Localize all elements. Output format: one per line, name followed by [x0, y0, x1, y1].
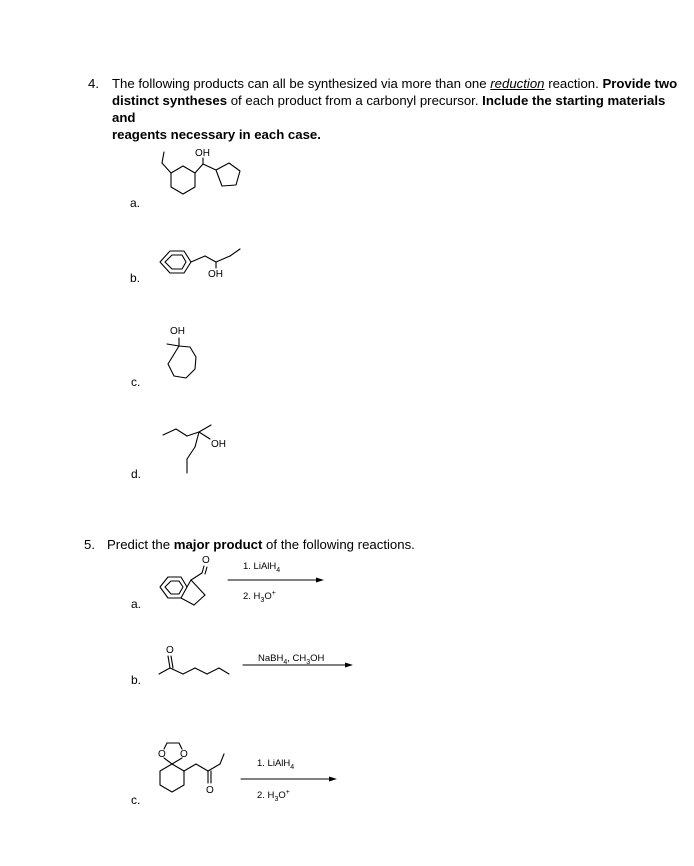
structure-4d — [150, 413, 250, 493]
structure-4a — [150, 140, 260, 210]
part-label-4d: d. — [131, 467, 142, 481]
ketal-o-label: O — [158, 749, 166, 760]
part-label-5c: c. — [131, 793, 141, 807]
structure-5c — [150, 735, 250, 810]
reaction-5c-step1: 1. LiAlH$_4$ — [257, 758, 295, 771]
reaction-5c-step2: 2. $H_3O^+$ — [257, 789, 290, 804]
ketal-o-label: O — [180, 749, 188, 760]
part-label-4c: c. — [131, 375, 141, 389]
reaction-arrow-5b — [243, 661, 353, 669]
part-label-4b: b. — [130, 271, 141, 285]
carbonyl-o-label: O — [206, 785, 214, 796]
reaction-arrow-5a — [228, 576, 324, 584]
oh-label: OH — [211, 439, 226, 450]
oh-label: OH — [195, 148, 210, 159]
carbonyl-o-label: O — [166, 645, 174, 656]
carbonyl-o-label: O — [202, 555, 210, 566]
question-text: Predict the major product of the following reactions. — [107, 537, 415, 552]
question-number: 5. — [84, 537, 95, 552]
structure-4b — [150, 232, 260, 287]
reaction-5a-step1: 1. LiAlH$_4$ — [243, 561, 281, 574]
oh-label: OH — [170, 326, 185, 337]
oh-label: OH — [208, 269, 223, 280]
question-number: 4. — [88, 76, 99, 91]
structure-5a — [150, 553, 230, 613]
structure-5b — [150, 640, 240, 685]
reaction-5b-reagent: NaBH$_4$, $CH_3OH$ — [258, 653, 325, 666]
part-label-5b: b. — [131, 673, 142, 687]
reaction-5a-step2: 2. $H_3O^+$ — [243, 590, 276, 605]
part-label-5a: a. — [131, 597, 142, 611]
question-text: The following products can all be synthesized via more than one reduction reaction. Provide two distinct syntheses of each product from a carbonyl precursor. Include the starting materials and reagents necessary in each case. — [112, 76, 678, 142]
reaction-arrow-5c — [241, 775, 337, 783]
part-label-4a: a. — [130, 196, 141, 210]
structure-4c — [150, 318, 230, 393]
